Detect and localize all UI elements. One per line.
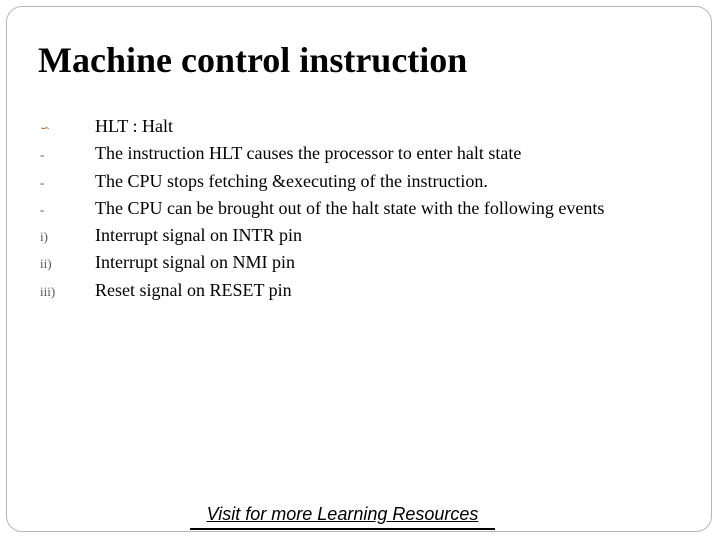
learning-resources-link[interactable]: Visit for more Learning Resources [190, 500, 495, 530]
list-marker: - [40, 147, 45, 163]
list-item [40, 252, 700, 279]
slide-title: Machine control instruction [38, 40, 468, 80]
list-marker: - [40, 201, 45, 217]
list-marker: - [40, 174, 45, 190]
list-item [40, 171, 700, 198]
list-marker: ii) [40, 256, 52, 272]
list-item [40, 280, 700, 307]
list-item [40, 198, 700, 225]
list-marker: i) [40, 229, 48, 245]
list-item-text: The CPU can be brought out of the halt state with the following events [95, 197, 605, 218]
list-item-text: The CPU stops fetching &executing of the instruction. [95, 170, 488, 191]
list-item-text: HLT : Halt [95, 116, 174, 136]
list-item-text: Interrupt signal on INTR pin [95, 225, 302, 246]
list-item-text: Reset signal on RESET pin [95, 279, 292, 300]
list-marker: iii) [40, 283, 56, 299]
list-item [40, 225, 700, 252]
list-item-text: Interrupt signal on NMI pin [95, 252, 295, 273]
list-marker [40, 120, 95, 136]
list-item-text: The instruction HLT causes the processor to enter halt state [95, 143, 522, 164]
curly-bullet-icon: ∽ [40, 121, 51, 135]
slide-content [40, 116, 700, 307]
list-item [40, 143, 700, 170]
list-item [40, 116, 700, 143]
